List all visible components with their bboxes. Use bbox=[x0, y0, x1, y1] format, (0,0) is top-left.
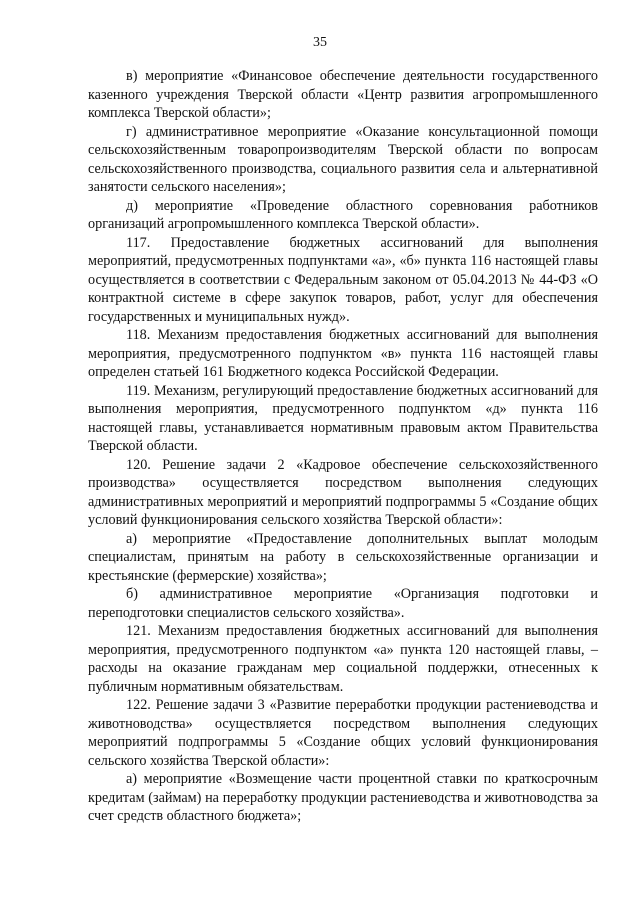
page-number: 35 bbox=[313, 35, 327, 50]
paragraph: 122. Решение задачи 3 «Развитие переработки продукции растениеводства и животноводства» осуществляется посредством выполнения следующих мероприятий подпрограммы 5 «Создание общих условий функционирования сельского хозяйства Тверской области»: bbox=[88, 697, 598, 769]
paragraph: б) административное мероприятие «Организация подготовки и переподготовки специалистов сельского хозяйства». bbox=[88, 586, 598, 621]
paragraph: 117. Предоставление бюджетных ассигнований для выполнения мероприятий, предусмотренных подпунктами «а», «б» пункта 116 настоящей главы осуществляется в соответствии с Федеральным законом от 05.04.2013 № 44-ФЗ «О контрактной системе в сфере закупок товаров, работ, услуг для обеспечения государственных и муниципальных нужд». bbox=[88, 234, 598, 325]
paragraph: 119. Механизм, регулирующий предоставление бюджетных ассигнований для выполнения мероприятия, предусмотренного подпунктом «д» пункта 116 настоящей главы, устанавливается нормативным правовым актом Правительства Тверской области. bbox=[88, 382, 598, 454]
paragraph: а) мероприятие «Возмещение части процентной ставки по краткосрочным кредитам (займам) на переработку продукции растениеводства и животноводства за счет средств областного бюджета»; bbox=[88, 771, 598, 824]
paragraph: 120. Решение задачи 2 «Кадровое обеспечение сельскохозяйственного производства» осуществляется посредством выполнения следующих административных мероприятий и мероприятий подпрограммы 5 «Создание общих условий функционирования сельского хозяйства Тверской области»: bbox=[88, 456, 598, 528]
paragraph: в) мероприятие «Финансовое обеспечение деятельности государственного казенного учреждения Тверской области «Центр развития агропромышленного комплекса Тверской области»; bbox=[88, 68, 598, 121]
paragraph: 118. Механизм предоставления бюджетных ассигнований для выполнения мероприятия, предусмотренного подпунктом «в» пункта 116 настоящей главы определен статьей 161 Бюджетного кодекса Российской Федерации. bbox=[88, 327, 598, 380]
paragraph: 121. Механизм предоставления бюджетных ассигнований для выполнения мероприятия, предусмотренного подпунктом «а» пункта 120 настоящей главы, – расходы на оказание гражданам мер социальной поддержки, отнесенных к публичным нормативным обязательствам. bbox=[88, 623, 598, 695]
paragraph: д) мероприятие «Проведение областного соревнования работников организаций агропромышленного комплекса Тверской области». bbox=[88, 197, 598, 232]
paragraph: а) мероприятие «Предоставление дополнительных выплат молодым специалистам, принятым на работу в сельскохозяйственные организации и крестьянские (фермерские) хозяйства»; bbox=[88, 530, 598, 584]
document-body bbox=[88, 67, 598, 826]
paragraph: г) административное мероприятие «Оказание консультационной помощи сельскохозяйственным товаропроизводителям Тверской области по вопросам сельскохозяйственного производства, социального развития села и альтернативной занятости сельского населения»; bbox=[88, 123, 598, 195]
